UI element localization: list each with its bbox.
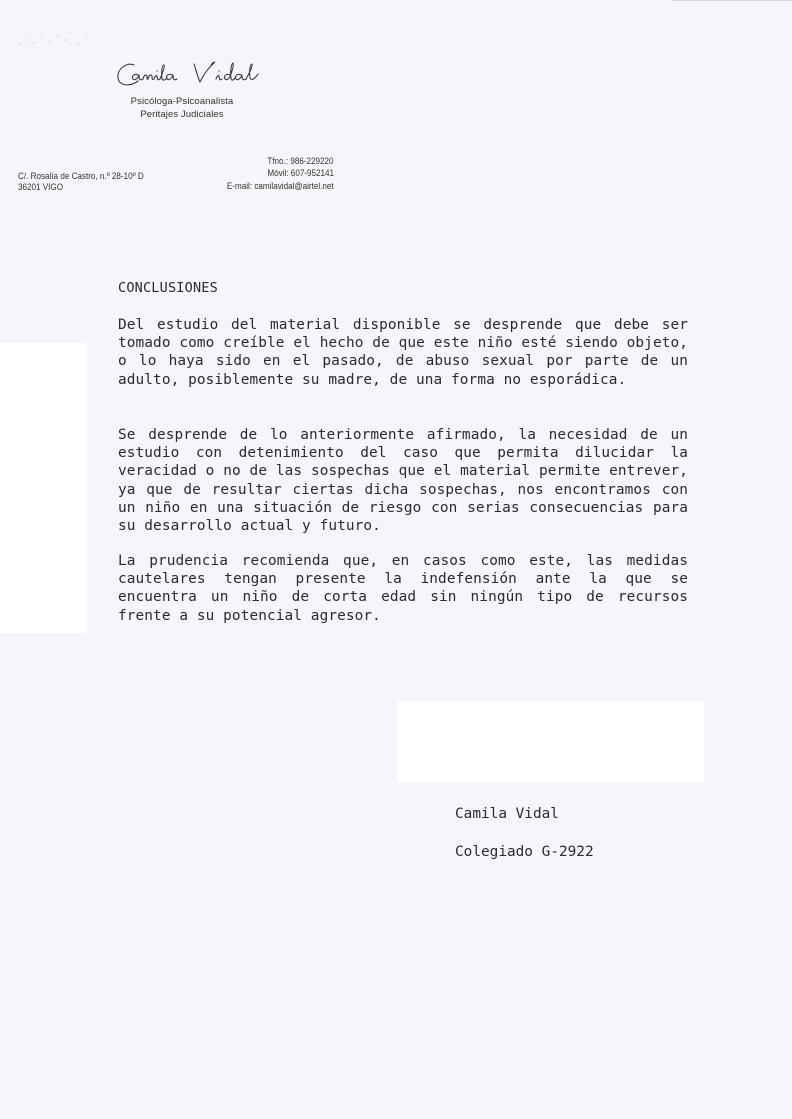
contact-phone: Tfno.: 986-229220 xyxy=(267,156,334,166)
contact-mobile: Móvil: 607-952141 xyxy=(267,168,334,178)
paragraph-3: La prudencia recomienda que, en casos como este, las medidas cautelares tengan presente la indefensión ante la que se encuentra un niño de corta edad sin ningún tipo de recursos frente a su potencial agresor. xyxy=(118,553,688,624)
signatory-registration: Colegiado G-2922 xyxy=(455,844,594,860)
section-heading: CONCLUSIONES xyxy=(118,280,218,296)
handwritten-name-logo xyxy=(112,56,262,92)
paragraph-1: Del estudio del material disponible se desprende que debe ser tomado como creíble el hecho de que este niño esté siendo objeto, o lo haya sido en el pasado, de abuso sexual por parte de un adulto, posiblemente su madre, de una forma no esporádica. xyxy=(118,317,688,388)
signature-logo xyxy=(112,56,262,92)
address-street: C/. Rosalía de Castro, n.º 28-10º D xyxy=(18,171,144,181)
paragraph-2: Se desprende de lo anteriormente afirmado, la necesidad de un estudio con detenimiento del caso que permita dilucidar la veracidad o no de las sospechas que el material permite entrever, ya que de resultar ciertas dicha sospechas, nos encontramos con un niño en una situación de riesgo con serias consecuencias para su desarrollo actual y futuro. xyxy=(118,427,688,535)
signatory-name: Camila Vidal xyxy=(455,806,559,822)
contact-email: E-mail: camilavidal@airtel.net xyxy=(227,181,334,191)
scan-edge-line xyxy=(672,0,792,1)
scan-speckle-mark xyxy=(12,18,102,58)
profession-subtitle: Peritajes Judiciales xyxy=(140,109,224,120)
redaction-block-left xyxy=(0,343,87,633)
profession-title: Psicóloga-Psicoanalista xyxy=(130,96,234,107)
address-city: 36201 VIGO xyxy=(18,182,64,192)
redaction-block-signature xyxy=(397,702,704,782)
